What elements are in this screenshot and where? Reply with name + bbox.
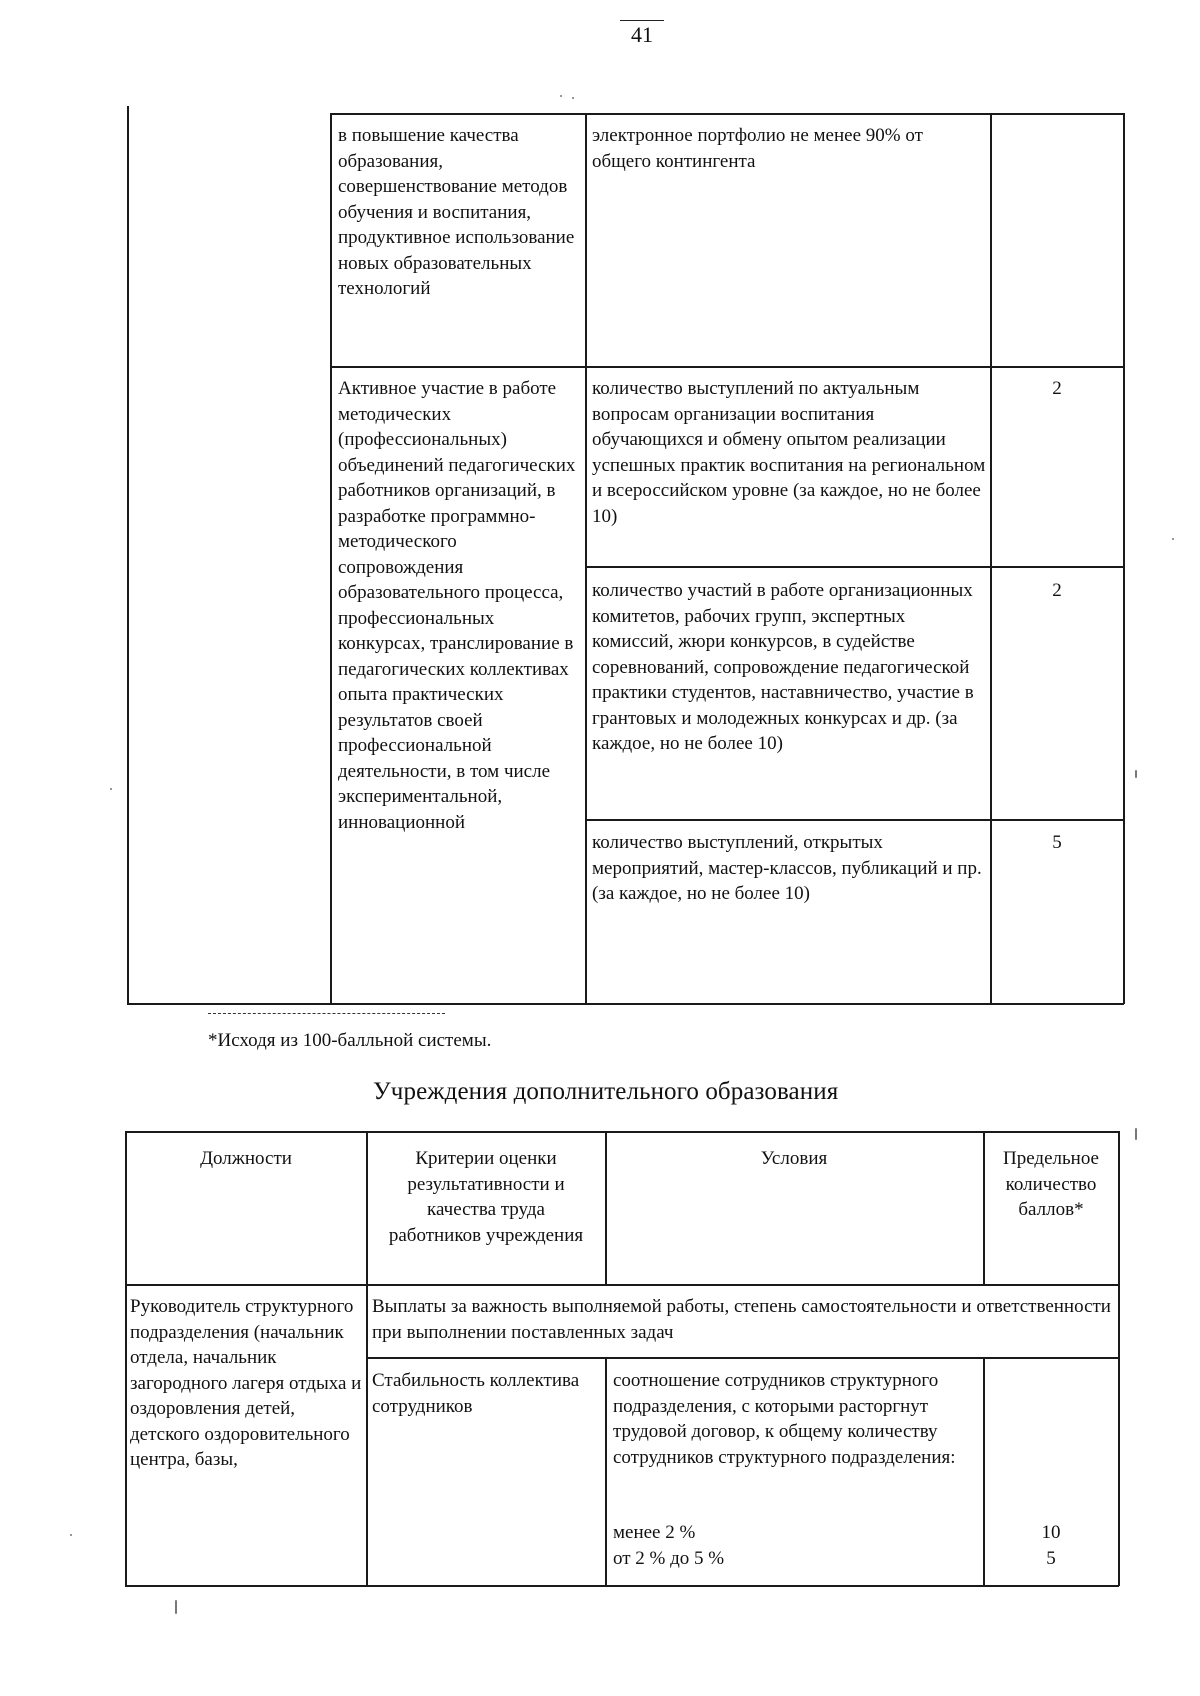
table-1-subrow-divider (585, 819, 1124, 821)
scan-speck (70, 1534, 72, 1536)
table-2-col-divider (605, 1131, 607, 1285)
table-1-border-right (1123, 113, 1125, 1004)
table-2-option-2-label: от 2 % до 5 % (613, 1548, 725, 1569)
table-2-border-bottom (125, 1585, 1119, 1587)
table-1-row-divider (330, 366, 1124, 368)
table-1-subrow-1-points: 2 (1052, 378, 1062, 399)
scan-speck (560, 95, 562, 97)
table-2-option-2-points: 5 (1046, 1548, 1056, 1569)
table-1-row-1-criterion: в повышение качества образования, совершенствование методов обучения и воспитания, продуктивное использование новых образовательных технологий (338, 125, 575, 299)
table-2-col-divider (366, 1131, 368, 1586)
table-1-subrow-3-condition: количество выступлений, открытых мероприятий, мастер-классов, публикаций и пр. (за каждое, но не более 10) (592, 832, 982, 904)
scan-speck (1135, 1128, 1137, 1140)
footnote-separator (208, 1013, 445, 1014)
table-2-col-divider (605, 1357, 607, 1586)
footnote: *Исходя из 100-балльной системы. (208, 1030, 492, 1051)
table-2-condition-text: соотношение сотрудников структурного подразделения, с которыми расторгнут трудовой договор, к общему количеству сотрудников структурного подразделения: (613, 1370, 956, 1468)
table-1-border-top (330, 113, 1124, 115)
page-number-rule (620, 20, 664, 21)
table-2-header-divider (125, 1284, 1119, 1286)
table-2-header-conditions: Условия (760, 1148, 828, 1169)
table-2-border-top (125, 1131, 1119, 1133)
table-1-col-divider (585, 113, 587, 1004)
table-1-border-left (127, 106, 129, 1004)
table-2-option-1-label: менее 2 % (613, 1522, 696, 1543)
scan-speck (175, 1600, 177, 1614)
table-2-header-max-points: Предельное количество баллов* (1003, 1148, 1099, 1220)
table-1-border-bottom (127, 1003, 1124, 1005)
scan-speck (1172, 538, 1174, 540)
table-1-row-1-condition: электронное портфолио не менее 90% от общего контингента (592, 125, 923, 172)
table-1-col-divider (330, 113, 332, 1004)
table-2-payment-type: Выплаты за важность выполняемой работы, степень самостоятельности и ответственности при выполнении поставленных задач (372, 1296, 1111, 1343)
table-1-col-divider (990, 113, 992, 1004)
scan-speck (1135, 770, 1137, 778)
table-2-border-left (125, 1131, 127, 1586)
table-1-subrow-1-condition: количество выступлений по актуальным вопросам организации воспитания обучающихся и обмену опытом реализации успешных практик воспитания на региональном и всероссийском уровне (за каждое, но не более 10) (592, 378, 986, 527)
table-2-criterion: Стабильность коллектива сотрудников (372, 1370, 580, 1417)
table-2-header-criteria: Критерии оценки результативности и качества труда работников учреждения (388, 1148, 584, 1246)
table-1-subrow-divider (585, 566, 1124, 568)
table-1-subrow-3-points: 5 (1052, 832, 1062, 853)
table-2-col-divider (983, 1131, 985, 1285)
table-1-row-2-criterion: Активное участие в работе методических (профессиональных) объединений педагогических работников организаций, в разработке программно-методического сопровождения образовательного процесса, профессиональных конкурсах, транслирование в педагогических коллективах опыта практических результатов своей профессиональной деятельности, в том числе экспериментальной, инновационной (338, 378, 576, 833)
table-2-col-divider (983, 1357, 985, 1586)
table-2-header-position: Должности (200, 1148, 292, 1169)
scan-speck (572, 97, 574, 99)
table-1-subrow-2-condition: количество участий в работе организационных комитетов, рабочих групп, экспертных комиссий, жюри конкурсов, в судействе соревнований, сопровождение педагогической практики студентов, наставничество, участие в грантовых и молодежных конкурсах и др. (за каждое, но не более 10) (592, 580, 974, 754)
table-2-option-1-points: 10 (1041, 1522, 1061, 1543)
table-1-subrow-2-points: 2 (1052, 580, 1062, 601)
table-2-position: Руководитель структурного подразделения (начальник отдела, начальник загородного лагеря отдыха и оздоровления детей, детского оздоровительного центра, базы, (130, 1296, 362, 1470)
section-title: Учреждения дополнительного образования (373, 1078, 839, 1105)
scan-speck (110, 788, 112, 790)
table-2-border-right (1118, 1131, 1120, 1586)
table-2-subrow-divider (366, 1357, 1119, 1359)
page-number: 41 (631, 22, 653, 47)
